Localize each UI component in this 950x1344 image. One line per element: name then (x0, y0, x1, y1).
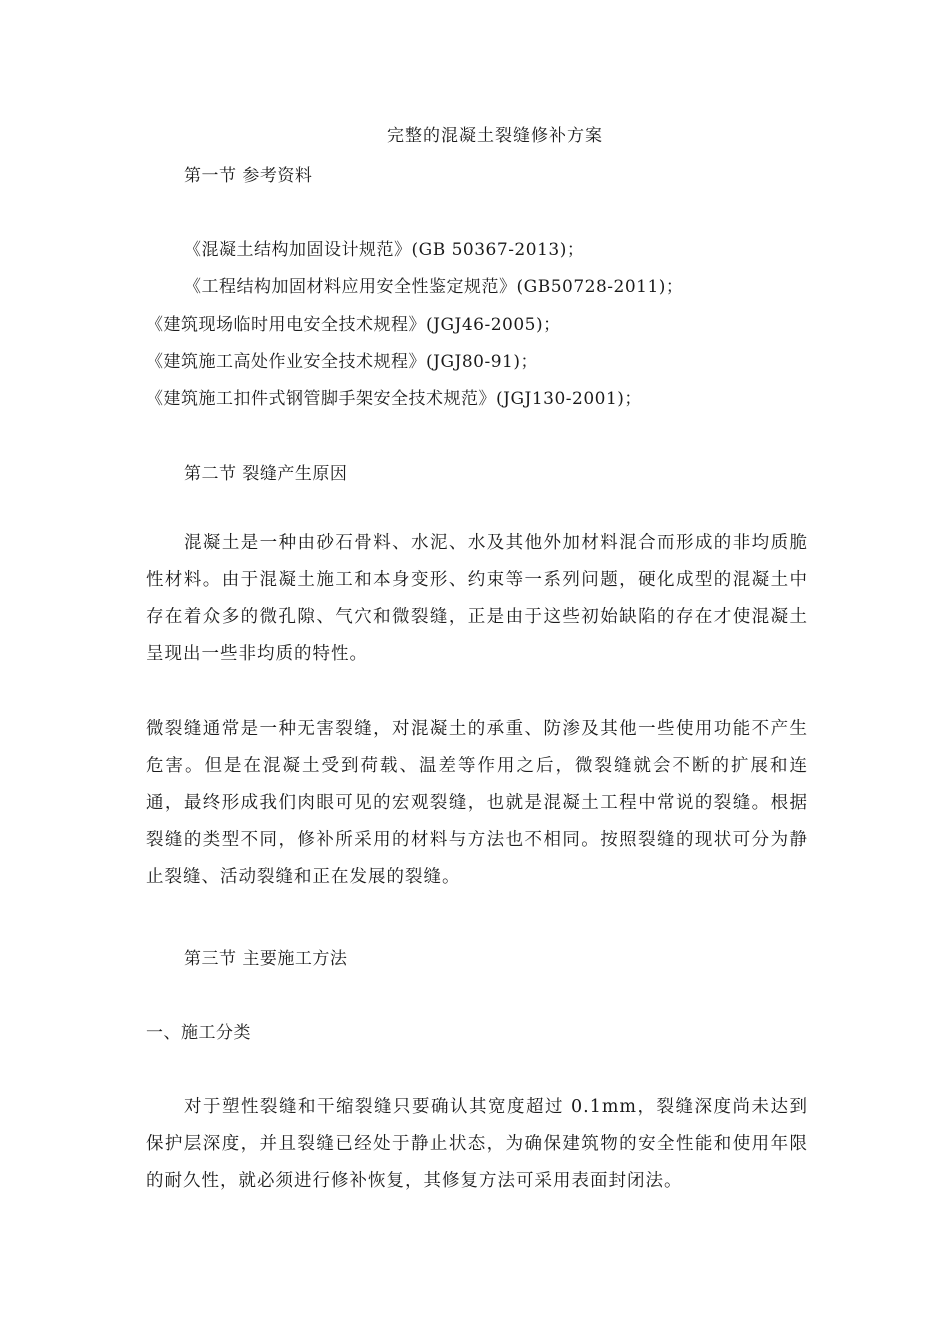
section-1-heading: 第一节 参考资料 (184, 166, 313, 186)
section-2-heading: 第二节 裂缝产生原因 (184, 464, 348, 484)
reference-item: 《建筑施工扣件式钢管脚手架安全技术规范》(JGJ130-2001)； (146, 389, 642, 409)
reference-item: 《建筑施工高处作业安全技术规程》(JGJ80-91)； (146, 352, 538, 372)
section-2-paragraph-1 (146, 525, 808, 673)
section-3-subheading: 一、施工分类 (146, 1023, 251, 1043)
reference-item: 《建筑现场临时用电安全技术规程》(JGJ46-2005)； (146, 315, 561, 335)
document-title: 完整的混凝土裂缝修补方案 (387, 126, 603, 146)
section-3-paragraph-1 (146, 1089, 808, 1200)
reference-item: 《工程结构加固材料应用安全性鉴定规范》(GB50728-2011)； (184, 277, 684, 297)
paragraph-text: 混凝土是一种由砂石骨料、水泥、水及其他外加材料混合而形成的非均质脆性材料。由于混凝土施工和本身变形、约束等一系列问题，硬化成型的混凝土中存在着众多的微孔隙、气穴和微裂缝，正是由于这些初始缺陷的存在才使混凝土呈现出一些非均质的特性。 (146, 533, 808, 664)
paragraph-text: 对于塑性裂缝和干缩裂缝只要确认其宽度超过 0.1mm，裂缝深度尚未达到保护层深度，并且裂缝已经处于静止状态，为确保建筑物的安全性能和使用年限的耐久性，就必须进行修补恢复，其修复方法可采用表面封闭法。 (146, 1097, 808, 1191)
paragraph-text: 微裂缝通常是一种无害裂缝，对混凝土的承重、防渗及其他一些使用功能不产生危害。但是在混凝土受到荷载、温差等作用之后，微裂缝就会不断的扩展和连通，最终形成我们肉眼可见的宏观裂缝，也就是混凝土工程中常说的裂缝。根据裂缝的类型不同，修补所采用的材料与方法也不相同。按照裂缝的现状可分为静止裂缝、活动裂缝和正在发展的裂缝。 (146, 719, 808, 887)
section-3-heading: 第三节 主要施工方法 (184, 949, 348, 969)
section-2-paragraph-2 (146, 711, 808, 896)
reference-item: 《混凝土结构加固设计规范》(GB 50367-2013)； (184, 240, 585, 260)
